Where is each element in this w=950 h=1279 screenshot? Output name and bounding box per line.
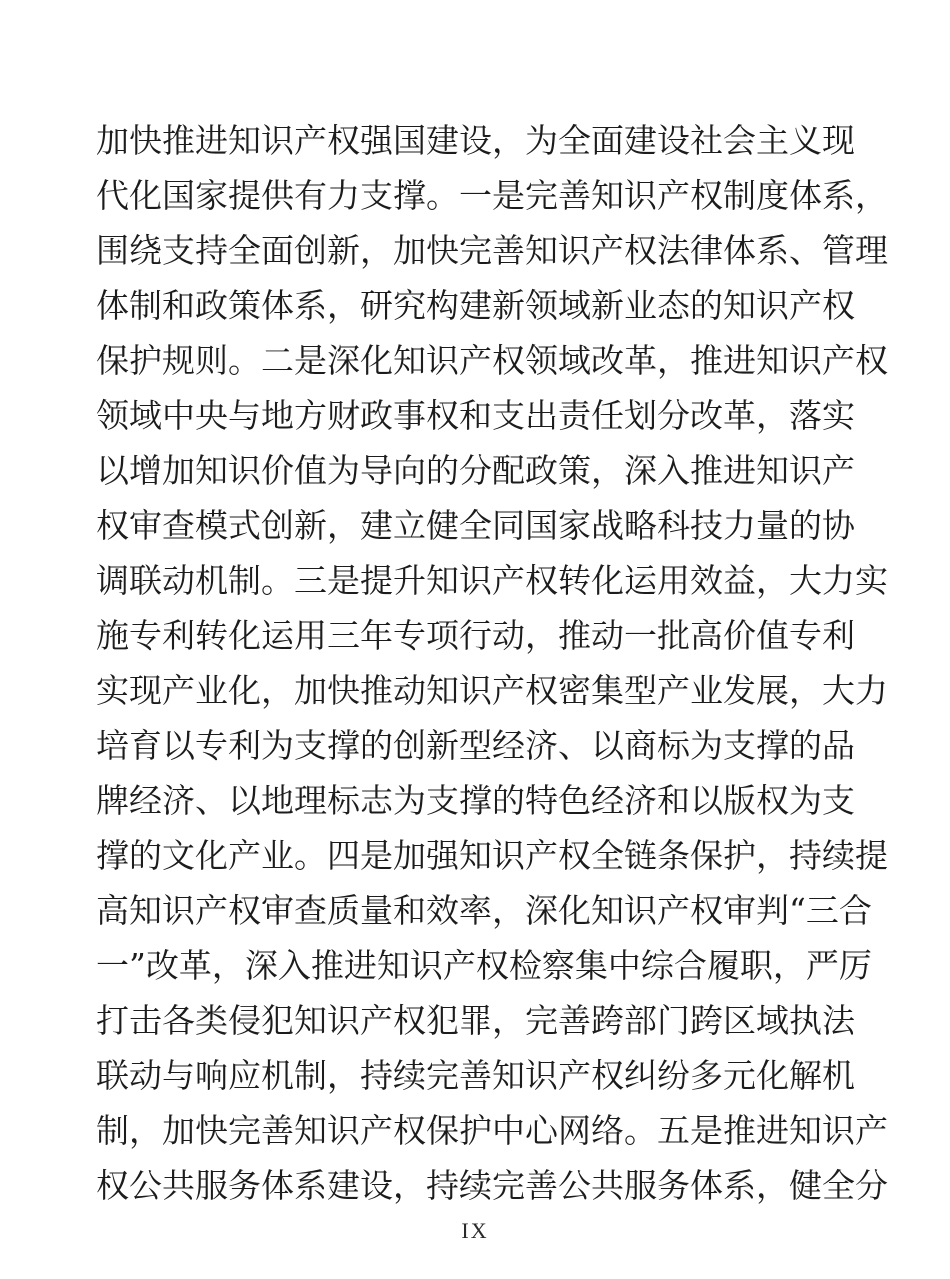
text-line: 施专利转化运用三年专项行动，推动一批高价值专利 xyxy=(96,616,855,655)
text-line: 调联动机制。三是提升知识产权转化运用效益，大力实 xyxy=(96,561,888,600)
page-number: IX xyxy=(461,1218,489,1243)
text-line: 体制和政策体系，研究构建新领域新业态的知识产权 xyxy=(96,286,855,325)
body-paragraph xyxy=(96,113,888,1213)
text-line: 代化国家提供有力支撑。一是完善知识产权制度体系， xyxy=(96,176,888,215)
text-line: 实现产业化，加快推动知识产权密集型产业发展，大力 xyxy=(96,671,888,710)
text-line: 加快推进知识产权强国建设，为全面建设社会主义现 xyxy=(96,121,855,160)
text-line: 制，加快完善知识产权保护中心网络。五是推进知识产 xyxy=(96,1111,888,1150)
text-line: 领域中央与地方财政事权和支出责任划分改革，落实 xyxy=(96,396,855,435)
text-line: 保护规则。二是深化知识产权领域改革，推进知识产权 xyxy=(96,341,888,380)
text-line: 围绕支持全面创新，加快完善知识产权法律体系、管理 xyxy=(96,231,888,270)
text-line: 培育以专利为支撑的创新型经济、以商标为支撑的品 xyxy=(96,726,855,765)
text-line: 权公共服务体系建设，持续完善公共服务体系，健全分 xyxy=(96,1166,888,1205)
text-line: 打击各类侵犯知识产权犯罪，完善跨部门跨区域执法 xyxy=(96,1001,855,1040)
text-line: 联动与响应机制，持续完善知识产权纠纷多元化解机 xyxy=(96,1056,855,1095)
text-line: 一”改革，深入推进知识产权检察集中综合履职，严厉 xyxy=(96,946,872,985)
text-line: 权审查模式创新，建立健全同国家战略科技力量的协 xyxy=(96,506,855,545)
text-line: 高知识产权审查质量和效率，深化知识产权审判“三合 xyxy=(96,891,872,930)
text-line: 以增加知识价值为导向的分配政策，深入推进知识产 xyxy=(96,451,855,490)
text-line: 牌经济、以地理标志为支撑的特色经济和以版权为支 xyxy=(96,781,855,820)
text-line: 撑的文化产业。四是加强知识产权全链条保护，持续提 xyxy=(96,836,888,875)
